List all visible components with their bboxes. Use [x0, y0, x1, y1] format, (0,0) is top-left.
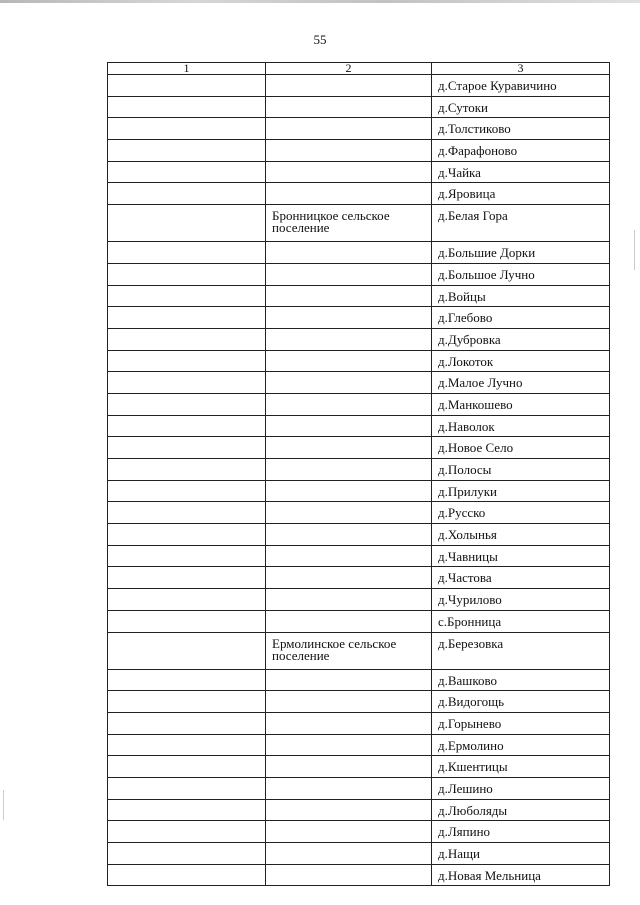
- number-cell: [108, 242, 266, 264]
- region-cell: [266, 459, 432, 481]
- number-cell: [108, 669, 266, 691]
- number-cell: [108, 712, 266, 734]
- region-cell: [266, 393, 432, 415]
- region-cell: [266, 589, 432, 611]
- region-cell: [266, 610, 432, 632]
- settlement-cell: д.Большие Дорки: [432, 242, 610, 264]
- region-cell: [266, 756, 432, 778]
- region-cell: [266, 118, 432, 140]
- region-cell: Бронницкое сельское поселение: [266, 205, 432, 242]
- number-cell: [108, 328, 266, 350]
- number-cell: [108, 96, 266, 118]
- region-cell: [266, 263, 432, 285]
- table-row: [108, 799, 610, 821]
- settlement-cell: д.Большое Лучно: [432, 263, 610, 285]
- settlement-cell: д.Старое Куравичино: [432, 75, 610, 97]
- table-row: [108, 821, 610, 843]
- number-cell: [108, 843, 266, 865]
- table-row: [108, 864, 610, 886]
- settlements-table: [107, 62, 610, 886]
- settlement-cell: д.Кшентицы: [432, 756, 610, 778]
- table-row: [108, 843, 610, 865]
- number-cell: [108, 393, 266, 415]
- table-row: [108, 205, 610, 242]
- region-cell: [266, 183, 432, 205]
- page-number: 55: [313, 32, 327, 47]
- column-header-1: 1: [108, 63, 266, 75]
- number-cell: [108, 734, 266, 756]
- table-row: [108, 372, 610, 394]
- region-cell: [266, 372, 432, 394]
- column-header-2: 2: [266, 63, 432, 75]
- table-row: [108, 328, 610, 350]
- table-row: [108, 669, 610, 691]
- table-row: [108, 610, 610, 632]
- settlement-cell: д.Локоток: [432, 350, 610, 372]
- region-cell: [266, 712, 432, 734]
- number-cell: [108, 691, 266, 713]
- region-cell: [266, 864, 432, 886]
- scan-artifact: [3, 790, 4, 820]
- number-cell: [108, 161, 266, 183]
- settlement-cell: д.Березовка: [432, 632, 610, 669]
- region-cell: [266, 480, 432, 502]
- table-row: [108, 307, 610, 329]
- settlement-cell: д.Нащи: [432, 843, 610, 865]
- region-cell: [266, 669, 432, 691]
- number-cell: [108, 864, 266, 886]
- table-row: [108, 183, 610, 205]
- settlement-cell: д.Русско: [432, 502, 610, 524]
- number-cell: [108, 350, 266, 372]
- settlement-cell: д.Глебово: [432, 307, 610, 329]
- number-cell: [108, 799, 266, 821]
- region-cell: [266, 734, 432, 756]
- number-cell: [108, 756, 266, 778]
- settlement-cell: д.Частова: [432, 567, 610, 589]
- number-cell: [108, 118, 266, 140]
- number-cell: [108, 75, 266, 97]
- region-cell: [266, 502, 432, 524]
- settlement-cell: д.Люболяды: [432, 799, 610, 821]
- table-row: [108, 242, 610, 264]
- table-row: [108, 712, 610, 734]
- table-row: [108, 437, 610, 459]
- settlement-cell: д.Чайка: [432, 161, 610, 183]
- settlement-cell: с.Бронница: [432, 610, 610, 632]
- number-cell: [108, 205, 266, 242]
- settlement-cell: д.Манкошево: [432, 393, 610, 415]
- region-cell: [266, 75, 432, 97]
- number-cell: [108, 437, 266, 459]
- number-cell: [108, 524, 266, 546]
- table-row: [108, 777, 610, 799]
- region-cell: [266, 567, 432, 589]
- number-cell: [108, 415, 266, 437]
- region-cell: [266, 777, 432, 799]
- settlement-cell: д.Полосы: [432, 459, 610, 481]
- table-row: [108, 263, 610, 285]
- region-cell: [266, 242, 432, 264]
- region-cell: [266, 161, 432, 183]
- number-cell: [108, 183, 266, 205]
- table-body: [108, 75, 610, 886]
- number-cell: [108, 545, 266, 567]
- table-row: [108, 140, 610, 162]
- region-cell: [266, 524, 432, 546]
- table-row: [108, 691, 610, 713]
- settlement-cell: д.Фарафоново: [432, 140, 610, 162]
- table-row: [108, 734, 610, 756]
- region-cell: [266, 799, 432, 821]
- table-row: [108, 502, 610, 524]
- settlement-cell: д.Холынья: [432, 524, 610, 546]
- settlement-cell: д.Яровица: [432, 183, 610, 205]
- settlement-cell: д.Белая Гора: [432, 205, 610, 242]
- settlement-cell: д.Малое Лучно: [432, 372, 610, 394]
- settlement-cell: д.Сутоки: [432, 96, 610, 118]
- scan-top-edge: [0, 0, 640, 3]
- table-row: [108, 75, 610, 97]
- region-cell: Ермолинское сельское поселение: [266, 632, 432, 669]
- number-cell: [108, 610, 266, 632]
- region-cell: [266, 415, 432, 437]
- settlement-cell: д.Видогощь: [432, 691, 610, 713]
- settlement-cell: д.Вашково: [432, 669, 610, 691]
- table-row: [108, 567, 610, 589]
- table-row: [108, 415, 610, 437]
- settlement-cell: д.Ермолино: [432, 734, 610, 756]
- number-cell: [108, 567, 266, 589]
- table-row: [108, 756, 610, 778]
- scan-artifact: [634, 230, 635, 270]
- table-row: [108, 480, 610, 502]
- table-row: [108, 285, 610, 307]
- region-cell: [266, 691, 432, 713]
- number-cell: [108, 480, 266, 502]
- region-cell: [266, 843, 432, 865]
- settlement-cell: д.Новое Село: [432, 437, 610, 459]
- table-row: [108, 459, 610, 481]
- settlement-cell: д.Чавницы: [432, 545, 610, 567]
- table-row: [108, 161, 610, 183]
- region-cell: [266, 285, 432, 307]
- table-row: [108, 118, 610, 140]
- number-cell: [108, 502, 266, 524]
- number-cell: [108, 632, 266, 669]
- table-row: [108, 545, 610, 567]
- settlement-cell: д.Дубровка: [432, 328, 610, 350]
- settlement-cell: д.Прилуки: [432, 480, 610, 502]
- region-cell: [266, 821, 432, 843]
- settlement-cell: д.Горынево: [432, 712, 610, 734]
- settlement-cell: д.Наволок: [432, 415, 610, 437]
- number-cell: [108, 372, 266, 394]
- table-row: [108, 589, 610, 611]
- region-cell: [266, 140, 432, 162]
- number-cell: [108, 589, 266, 611]
- table-row: [108, 96, 610, 118]
- settlement-cell: д.Войцы: [432, 285, 610, 307]
- column-header-3: 3: [432, 63, 610, 75]
- table-row: [108, 393, 610, 415]
- table-row: [108, 632, 610, 669]
- settlement-cell: д.Лешино: [432, 777, 610, 799]
- number-cell: [108, 263, 266, 285]
- table-row: [108, 350, 610, 372]
- region-cell: [266, 307, 432, 329]
- settlement-cell: д.Новая Мельница: [432, 864, 610, 886]
- region-cell: [266, 96, 432, 118]
- number-cell: [108, 140, 266, 162]
- number-cell: [108, 821, 266, 843]
- settlement-cell: д.Ляпино: [432, 821, 610, 843]
- number-cell: [108, 459, 266, 481]
- region-cell: [266, 350, 432, 372]
- number-cell: [108, 777, 266, 799]
- settlement-cell: д.Толстиково: [432, 118, 610, 140]
- number-cell: [108, 285, 266, 307]
- region-cell: [266, 328, 432, 350]
- number-cell: [108, 307, 266, 329]
- table-row: [108, 524, 610, 546]
- region-cell: [266, 545, 432, 567]
- table-header-row: [108, 63, 610, 75]
- region-cell: [266, 437, 432, 459]
- settlement-cell: д.Чурилово: [432, 589, 610, 611]
